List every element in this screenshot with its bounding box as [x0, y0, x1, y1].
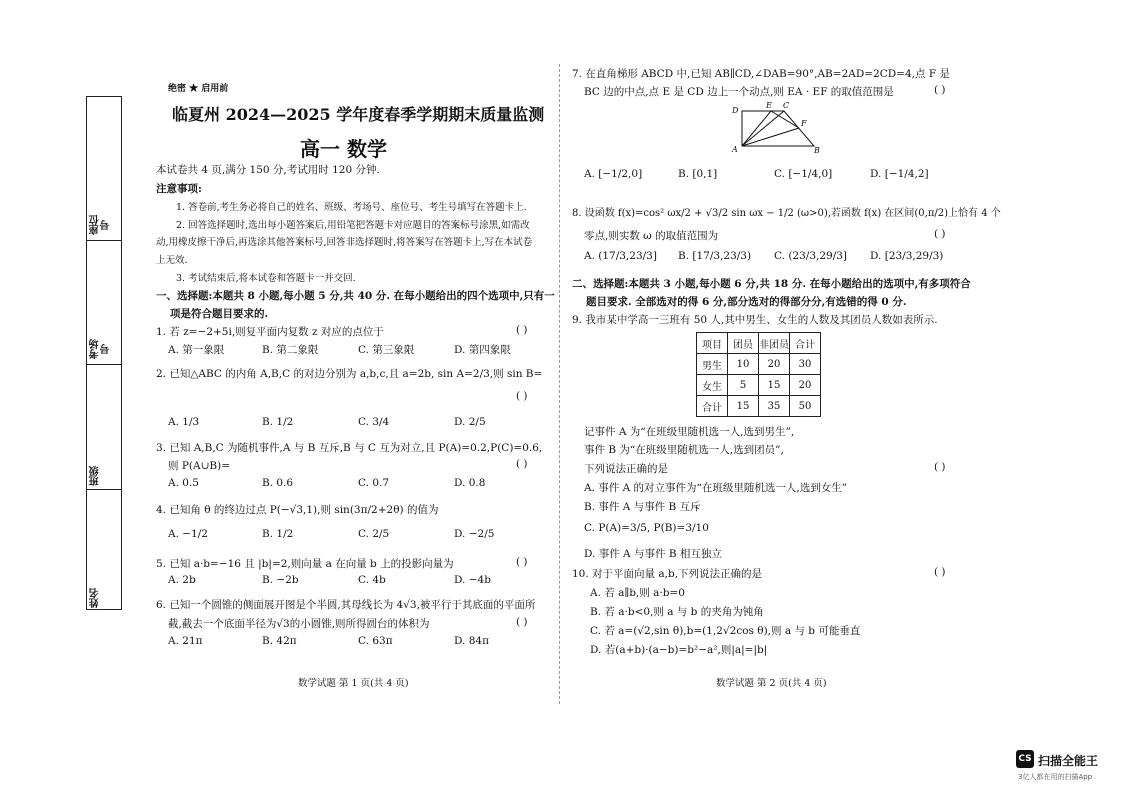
q1-option-a: A. 第一象限: [168, 344, 225, 356]
table-cell: 男生: [697, 354, 728, 375]
q4-option-b: B. 1/2: [262, 528, 294, 540]
q1-option-d: D. 第四象限: [454, 344, 511, 356]
table-cell: 10: [728, 354, 759, 375]
table-row: [697, 354, 821, 375]
q8-stem-line1: 8. 设函数 f(x)=cos² ωx/2 + √3/2 sin ωx − 1/2 (ω>0),若函数 f(x) 在区间(0,π/2)上恰有 4 个: [572, 208, 1001, 219]
q9-event-b: 事件 B 为“在班级里随机选一人,选到团员”,: [584, 444, 784, 456]
table-cell: 15: [759, 375, 790, 396]
label-b: B: [814, 146, 820, 154]
q8-option-c: C. (23/3,29/3]: [774, 250, 848, 262]
exam-title: 临夏州 2024—2025 学年度春季学期期末质量监测: [172, 105, 545, 124]
class-label: 班级: [90, 466, 101, 486]
q5-option-a: A. 2b: [168, 574, 196, 586]
segment-ac: [742, 111, 784, 146]
q1-option-b: B. 第二象限: [262, 344, 319, 356]
table-cell: 35: [759, 396, 790, 417]
table-cell: 合计: [697, 396, 728, 417]
q6-option-d: D. 84π: [454, 635, 489, 647]
note-2b: 动,用橡皮擦干净后,再选涂其他答案标号,回答非选择题时,将答案写在答题卡上,写在本试卷: [156, 237, 533, 248]
q3-option-d: D. 0.8: [454, 477, 486, 489]
name-label: 姓名: [90, 588, 101, 608]
scanner-app-name: 扫描全能王: [1038, 754, 1099, 768]
q4-option-c: C. 2/5: [358, 528, 390, 540]
table-cell: 30: [790, 354, 821, 375]
q3-stem-line2: 则 P(A∪B)=: [168, 460, 230, 472]
q6-option-a: A. 21π: [168, 635, 203, 647]
q2-stem: 2. 已知△ABC 的内角 A,B,C 的对边分别为 a,b,c,且 a=2b, sin A=2/3,则 sin B=: [156, 368, 543, 380]
q7-answer-paren: ( ): [934, 84, 946, 96]
q9-prompt: 下列说法正确的是: [584, 463, 668, 475]
q1-option-c: C. 第三象限: [358, 344, 415, 356]
table-row: [697, 333, 821, 354]
q5-answer-paren: ( ): [516, 556, 528, 568]
table-cell: 合计: [790, 333, 821, 354]
intro-text: 本试卷共 4 页,满分 150 分,考试用时 120 分钟.: [156, 164, 380, 176]
label-f: F: [801, 119, 807, 128]
q3-option-b: B. 0.6: [262, 477, 294, 489]
q9-option-d: D. 事件 A 与事件 B 相互独立: [584, 548, 722, 560]
table-cell: 20: [790, 375, 821, 396]
section-1-line2: 项是符合题目要求的.: [170, 308, 269, 320]
q9-statistics-table: [696, 332, 821, 417]
q5-stem: 5. 已知 a·b=−16 且 |b|=2,则向量 a 在向量 b 上的投影向量为: [156, 558, 454, 570]
segment-ea: [742, 111, 771, 146]
q3-stem-line1: 3. 已知 A,B,C 为随机事件,A 与 B 互斥,B 与 C 互为对立,且 P(A)=0.2,P(C)=0.6,: [156, 442, 543, 454]
q7-option-b: B. [0,1]: [678, 168, 718, 180]
q9-option-b: B. 事件 A 与事件 B 互斥: [584, 501, 701, 513]
scanner-logo-icon: CS: [1016, 750, 1034, 768]
q7-option-a: A. [−1/2,0]: [584, 168, 643, 180]
label-a: A: [732, 145, 738, 154]
q2-option-a: A. 1/3: [168, 416, 200, 428]
table-row: [697, 396, 821, 417]
label-d: D: [732, 106, 739, 115]
q7-stem-line2: BC 边的中点,点 E 是 CD 边上一个动点,则 EA · EF 的取值范围是: [584, 86, 894, 98]
q1-stem: 1. 若 z=−2+5i,则复平面内复数 z 对应的点位于: [156, 326, 384, 338]
q10-option-b: B. 若 a·b<0,则 a 与 b 的夹角为钝角: [590, 606, 764, 618]
q8-stem-line2: 零点,则实数 ω 的取值范围为: [584, 230, 719, 242]
section-2-line1: 二、选择题:本题共 3 小题,每小题 6 分,共 18 分. 在每小题给出的选项中,有多项符合: [572, 278, 971, 290]
q7-option-d: D. [−1/4,2]: [870, 168, 929, 180]
q4-option-d: D. −2/5: [454, 528, 495, 540]
q6-option-b: B. 42π: [262, 635, 297, 647]
q8-answer-paren: ( ): [934, 228, 946, 240]
q6-stem-line2: 截,截去一个底面半径为√3的小圆锥,则所得圆台的体积为: [168, 618, 430, 630]
q6-answer-paren: ( ): [516, 616, 528, 628]
q9-answer-paren: ( ): [934, 461, 946, 473]
q10-option-c: C. 若 a=(√2,sin θ),b=(1,2√2cos θ),则 a 与 b 可能垂直: [590, 625, 861, 637]
table-cell: 50: [790, 396, 821, 417]
q8-option-a: A. (17/3,23/3]: [584, 250, 657, 262]
q3-option-c: C. 0.7: [358, 477, 390, 489]
segment-ef: [771, 111, 799, 128]
table-cell: 团员: [728, 333, 759, 354]
exam-subtitle: 高一 数学: [300, 137, 387, 161]
q10-option-a: A. 若 a∥b,则 a·b=0: [590, 587, 685, 599]
label-e: E: [766, 101, 772, 110]
label-c: C: [783, 101, 790, 110]
right-footer: 数学试题 第 2 页(共 4 页): [716, 678, 827, 689]
q4-option-a: A. −1/2: [168, 528, 208, 540]
q3-answer-paren: ( ): [516, 458, 528, 470]
table-cell: 15: [728, 396, 759, 417]
table-cell: 20: [759, 354, 790, 375]
q9-option-a: A. 事件 A 的对立事件为“在班级里随机选一人,选到女生”: [584, 482, 848, 494]
q5-option-b: B. −2b: [262, 574, 299, 586]
table-cell: 项目: [697, 333, 728, 354]
q2-answer-paren: ( ): [516, 390, 528, 402]
left-footer: 数学试题 第 1 页(共 4 页): [298, 678, 409, 689]
q8-option-b: B. [17/3,23/3): [678, 250, 752, 262]
q7-trapezoid-figure: [728, 98, 824, 154]
q9-option-c: C. P(A)=3/5, P(B)=3/10: [584, 522, 709, 534]
student-info-box: [86, 96, 122, 610]
table-row: [697, 375, 821, 396]
q2-option-d: D. 2/5: [454, 416, 486, 428]
q10-answer-paren: ( ): [934, 566, 946, 578]
table-cell: 女生: [697, 375, 728, 396]
q2-option-c: C. 3/4: [358, 416, 390, 428]
q3-option-a: A. 0.5: [168, 477, 199, 489]
note-3: 3. 考试结束后,将本试卷和答题卡一并交回.: [176, 273, 356, 284]
q10-option-d: D. 若(a+b)·(a−b)=b²−a²,则|a|=|b|: [590, 644, 768, 656]
table-cell: 非团员: [759, 333, 790, 354]
scanner-tagline: 3亿人都在用的扫描App: [1018, 773, 1093, 781]
q9-stem: 9. 我市某中学高一三班有 50 人,其中男生、女生的人数及其团员人数如表所示.: [572, 314, 938, 326]
q10-stem: 10. 对于平面向量 a,b,下列说法正确的是: [572, 568, 763, 580]
q8-option-d: D. [23/3,29/3): [870, 250, 944, 262]
section-1-line1: 一、选择题:本题共 8 小题,每小题 5 分,共 40 分. 在每小题给出的四个选项中,只有一: [156, 290, 555, 302]
segment-af: [742, 128, 799, 146]
q1-answer-paren: ( ): [516, 324, 528, 336]
q7-option-c: C. [−1/4,0]: [774, 168, 833, 180]
secret-label: 绝密 ★ 启用前: [168, 84, 229, 94]
table-cell: 5: [728, 375, 759, 396]
q5-option-c: C. 4b: [358, 574, 386, 586]
q6-option-c: C. 63π: [358, 635, 393, 647]
notes-heading: 注意事项:: [156, 183, 202, 195]
seat-number-label: 座位号: [90, 215, 112, 235]
note-2c: 上无效.: [156, 255, 188, 266]
exam-room-label: 考场号: [90, 339, 112, 359]
section-2-line2: 题目要求. 全部选对的得 6 分,部分选对的得部分分,有选错的得 0 分.: [586, 296, 907, 308]
q7-stem-line1: 7. 在直角梯形 ABCD 中,已知 AB∥CD,∠DAB=90°,AB=2AD=2CD=4,点 F 是: [572, 68, 950, 80]
q5-option-d: D. −4b: [454, 574, 491, 586]
q6-stem-line1: 6. 已知一个圆锥的侧面展开图是个半圆,其母线长为 4√3,被平行于其底面的平面所: [156, 599, 536, 611]
note-1: 1. 答卷前,考生务必将自己的姓名、班级、考场号、座位号、考生号填写在答题卡上.: [176, 202, 527, 213]
q2-option-b: B. 1/2: [262, 416, 294, 428]
q4-stem: 4. 已知角 θ 的终边过点 P(−√3,1),则 sin(3π/2+2θ) 的值为: [156, 504, 439, 516]
q9-event-a: 记事件 A 为“在班级里随机选一人,选到男生”,: [584, 426, 795, 438]
note-2a: 2. 回答选择题时,选出每小题答案后,用铅笔把答题卡对应题目的答案标号涂黑,如需改: [176, 220, 530, 231]
page-divider: [559, 64, 560, 704]
